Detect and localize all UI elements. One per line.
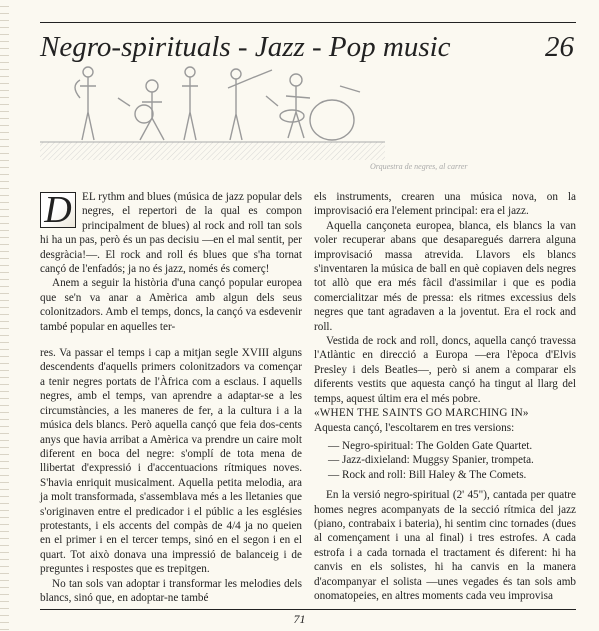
section-subheading: «WHEN THE SAINTS GO MARCHING IN» xyxy=(314,407,529,420)
paragraph: els instruments, crearen una música nova, on la improvisació era l'element principal: era el jazz. xyxy=(314,191,576,218)
list-item: — Jazz-dixieland: Muggsy Spanier, trompeta. xyxy=(328,453,576,467)
paragraph: Vestida de rock and roll, doncs, aquella cançó travessa l'Atlàntic en direcció a Europa —era l'època d'Elvis Presley i dels Beatles—, però si anem a comparar els diferents vestits que aquesta cançó ha tingut al llarg del temps, aquest últim era el més pobre. xyxy=(314,335,576,405)
chapter-header xyxy=(40,31,576,71)
versions-list xyxy=(328,439,576,482)
page-number: 71 xyxy=(293,612,306,626)
top-rule xyxy=(40,22,576,23)
paragraph: En la versió negro-spiritual (2' 45"), cantada per quatre homes negres acompanyats de la secció rítmica del jazz (piano, contrabaix i bateria), hi sentim cinc tornades (dues al començament i una al final) i tres estrofes. A cada estrofa i a cada tornada el tractament és diferent: hi ha canvis en els solistes, hi ha canvis en la manera d'acompanyar el solista —unes vegades és tan sols amb onomatopeies, en altres moments cada veu improvisa xyxy=(314,489,576,602)
left-column xyxy=(40,190,302,605)
chapter-number: 26 xyxy=(545,31,574,63)
right-column xyxy=(314,190,576,603)
list-item: — Negro-spiritual: The Golden Gate Quartet. xyxy=(328,439,576,453)
drop-cap: D xyxy=(40,192,76,228)
illustration-caption: Orquestra de negres, al carrer xyxy=(370,162,468,171)
paragraph: Anem a seguir la història d'una cançó popular europea que se'n va anar a Amèrica amb algun dels seus colonitzadors. Amb el temps, doncs, la cançó va esdevenir també popular en aquelles ter- xyxy=(40,277,302,333)
paragraph: No tan sols van adoptar i transformar les melodies dels blancs, sinó que, en adoptar-ne també xyxy=(40,577,302,604)
paragraph: EL rythm and blues (música de jazz popular dels negres, el repertori de la qual es compon principalment de blues) al rock and roll tan sols hi ha un pas, però és un pas decisiu —en el mal sentit, per desgràcia!—. El rock and roll és blues que s'ha tornat cançó de l'enfadós; ja no és jazz, només és comerç! xyxy=(40,191,302,276)
versions-intro: Aquesta cançó, l'escoltarem en tres versions: xyxy=(314,421,515,434)
bottom-rule xyxy=(40,609,576,610)
list-item: — Rock and roll: Bill Haley & The Comets. xyxy=(328,468,576,482)
paragraph: Aquella cançoneta europea, blanca, els blancs la van voler recuperar abans que desaparegués darrera alguna improvisació massa atrevida. Llavors els blancs s'inventaren la música de ball en què copiaven dels negres tot allò que era més fàcil d'assimilar i que es podia comercialitzar més de pressa: els ritmes excessius dels negres que tant agradaven a la joventut. Era el rock and roll. xyxy=(314,219,576,333)
paragraph: res. Va passar el temps i cap a mitjan segle XVIII alguns descendents d'aquells primers colonitzadors va començar a tenir negres portats de l'Àfrica com a esclaus. I aquells negres, amb el temps, van aprendre a adaptar-se a les circumstàncies, a les maneres de fer, a la cultura i a la música dels blancs. Però aquella cançó que feia dos-cents anys que havia arribat a Amèrica va prendre un caire molt diferent en boca del negre: s'omplí de tota mena de llibertat d'expressió i d'accentuacions rítmiques noves. S'havia enriquit musicalment. Aquella petita melodia, ara ja molt transformada, s'assemblava més a les lletanies que s'originaven entre el predicador i el públic a les esglésies protestants, i els accents del compàs de 4/4 ja no queien en el primer i en el tercer temps, sinó en el segon i en el quart. Tot això donava una impressió de balanceig i de preguntes i respostes que es trepitgen. xyxy=(40,347,302,576)
jazz-band-illustration xyxy=(40,66,460,162)
column-gap xyxy=(40,334,302,346)
chapter-title: Negro-spirituals - Jazz - Pop music xyxy=(40,31,451,63)
page-binding-edge xyxy=(0,0,9,631)
